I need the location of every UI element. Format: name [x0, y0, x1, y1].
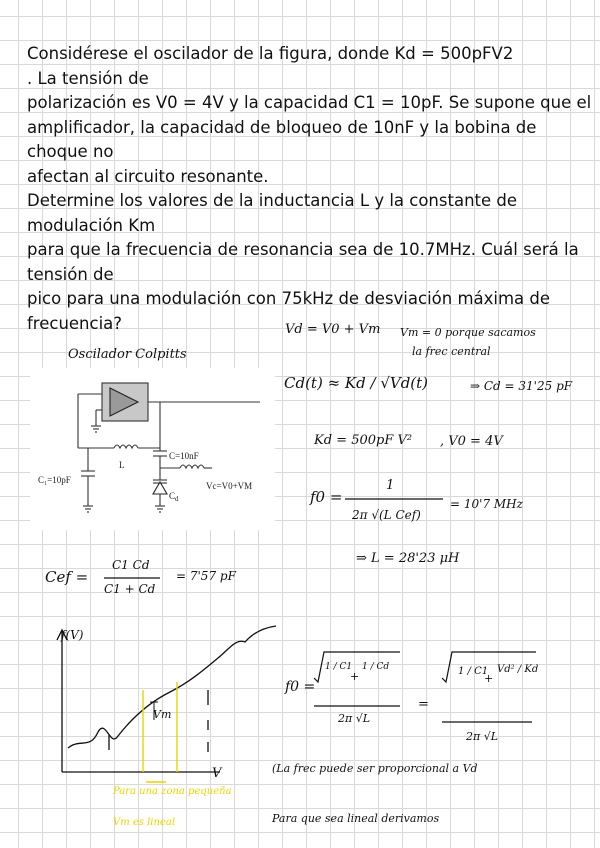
- cd-subscript: d: [175, 495, 179, 503]
- problem-line: afectan al circuito resonante.: [27, 166, 269, 186]
- proportional-note: (La frec puede ser proporcional a Vd: [272, 762, 478, 775]
- right-two-pi-sqrt-l: 2π √L: [466, 730, 499, 743]
- v0-value: , V0 = 4V: [440, 434, 503, 449]
- vd-equation: Vd = V0 + Vm: [285, 322, 381, 337]
- freq-central-note: la frec central: [412, 345, 491, 358]
- problem-statement: [27, 42, 592, 336]
- two-pi-sqrt-l: 2π √L: [338, 712, 371, 725]
- yellow-note-small-zone: Para una zona pequeña: [113, 786, 232, 797]
- problem-line: pico para una modulación con 75kHz de desviación máxima de: [27, 289, 551, 308]
- problem-line: amplificador, la capacidad de bloqueo de 10nF y la bobina de: [27, 117, 537, 137]
- cd-label: C: [169, 491, 176, 501]
- problem-line: choque no: [27, 142, 114, 161]
- cd-equation: Cd(t) ≈ Kd / √Vd(t): [284, 374, 429, 392]
- problem-line: Considérese el oscilador de la figura, donde Kd = 500pFV2: [27, 44, 514, 63]
- f0-expr-right-fraction: [440, 648, 540, 730]
- c1-label: C₁=10pF: [38, 475, 71, 485]
- vm-zero-note: Vm = 0 porque sacamos: [400, 326, 536, 339]
- problem-line: frecuencia?: [27, 313, 123, 333]
- inductor-label: L: [119, 460, 125, 470]
- frequency-voltage-graph: [40, 620, 290, 785]
- problem-line: polarización es V0 = 4V y la capacidad C1 = 10pF. Se supone que el: [27, 93, 592, 112]
- colpitts-circuit-diagram: [30, 368, 275, 530]
- f0-denominator: 2π √(L Cef): [352, 508, 421, 522]
- right-vd2-over-kd: Vd² / Kd: [497, 664, 539, 675]
- yellow-note-linear: Vm es lineal: [113, 817, 176, 828]
- linear-derivative-note: Para que sea lineal derivamos: [272, 812, 440, 825]
- colpitts-title: Oscilador Colpitts: [68, 347, 187, 362]
- problem-line: tensión de: [27, 264, 114, 284]
- l-value: ⇒ L = 28'23 μH: [356, 551, 460, 566]
- f0-numerator: 1: [386, 478, 395, 493]
- cef-denominator: C1 + Cd: [104, 582, 156, 596]
- right-plus: +: [484, 672, 494, 685]
- graph-x-label: V: [212, 766, 222, 781]
- vc-label: Vc=V0+VM: [206, 481, 253, 491]
- f0-value: = 10'7 MHz: [450, 497, 523, 511]
- f0-label: f0 =: [310, 488, 343, 506]
- problem-line: para que la frecuencia de resonancia sea de 10.7MHz. Cuál será la: [27, 240, 579, 259]
- f0-fraction-bar: [345, 497, 445, 501]
- right-1-over-c1: 1 / C1: [458, 666, 489, 677]
- cef-numerator: C1 Cd: [112, 558, 150, 572]
- problem-line: modulación Km: [27, 215, 156, 235]
- frac-1-over-cd: 1 / Cd: [362, 662, 390, 672]
- equals-sign: =: [418, 697, 429, 712]
- cef-value: = 7'57 pF: [176, 569, 236, 583]
- problem-line: . La tensión de: [27, 68, 149, 88]
- kd-value: Kd = 500pF V²: [314, 433, 413, 448]
- f0-expr-label: f0 =: [285, 679, 316, 695]
- cef-label: Cef =: [45, 568, 89, 586]
- graph-y-label: f(V): [61, 628, 84, 642]
- frac-plus: +: [350, 670, 360, 683]
- cd-value: ⇒ Cd = 31'25 pF: [470, 379, 573, 393]
- graph-vm-label: Vm: [153, 708, 172, 721]
- cef-fraction-bar: [104, 576, 164, 580]
- frac-1-over-c1: 1 / C1: [325, 662, 353, 672]
- problem-line: Determine los valores de la inductancia L y la constante de: [27, 191, 518, 210]
- c-block-label: C=10nF: [169, 451, 199, 461]
